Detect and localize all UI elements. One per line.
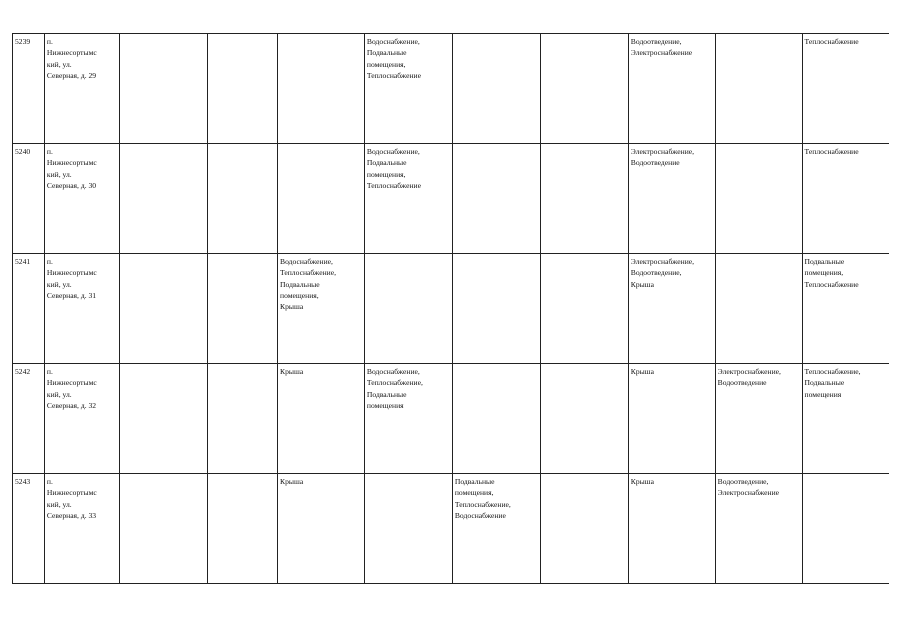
cell-text-line: Водоснабжение, xyxy=(366,147,420,156)
address-cell xyxy=(44,474,119,584)
cell-text-line: п. xyxy=(46,37,53,46)
cell-text-line: Северная, д. 33 xyxy=(46,510,97,520)
cell-text-line: Теплоснабжение xyxy=(366,180,421,190)
table-row xyxy=(13,34,890,144)
table-cell xyxy=(628,474,715,584)
cell-text-line: кий, ул. xyxy=(46,389,72,399)
table-cell xyxy=(802,254,889,364)
table-cell xyxy=(364,34,452,144)
row-number-cell: 5241 xyxy=(13,254,45,364)
table-cell xyxy=(119,364,207,474)
cell-text-line: помещения, xyxy=(280,290,319,300)
cell-text-line: Подвальные xyxy=(804,378,845,388)
row-number-cell: 5242 xyxy=(13,364,45,474)
cell-text-line: Нижнесортымс xyxy=(46,488,97,498)
table-cell xyxy=(119,254,207,364)
table-cell xyxy=(119,34,207,144)
table-cell xyxy=(207,474,277,584)
cell-text-line: Подвальные xyxy=(804,257,845,266)
cell-text-line: Нижнесортымс xyxy=(46,48,97,58)
cell-text-line: п. xyxy=(46,367,53,376)
table-cell xyxy=(119,144,207,254)
table-cell xyxy=(628,364,715,474)
address-cell xyxy=(44,144,119,254)
cell-text-line: Северная, д. 32 xyxy=(46,400,97,410)
table-cell xyxy=(715,364,802,474)
address-cell xyxy=(44,34,119,144)
repair-schedule-table xyxy=(12,33,889,584)
address-cell xyxy=(44,254,119,364)
cell-text-line: помещения, xyxy=(804,268,844,278)
table-cell xyxy=(364,474,452,584)
cell-text-line: Крыша xyxy=(630,279,654,289)
cell-text-line: Северная, д. 29 xyxy=(46,70,97,80)
table-cell xyxy=(207,34,277,144)
table-cell xyxy=(452,34,540,144)
table-cell xyxy=(364,364,452,474)
table-cell xyxy=(628,34,715,144)
cell-text-line: Подвальные xyxy=(366,389,407,399)
cell-text-line: Крыша xyxy=(630,477,654,486)
table-cell xyxy=(207,364,277,474)
cell-text-line: Электроснабжение, xyxy=(630,147,695,156)
cell-text-line: Теплоснабжение xyxy=(804,279,859,289)
table-cell xyxy=(802,364,889,474)
cell-text-line: Крыша xyxy=(280,302,304,312)
cell-text-line: Подвальные xyxy=(366,48,407,58)
cell-text-line: помещения xyxy=(366,400,404,410)
cell-text-line: Нижнесортымс xyxy=(46,158,97,168)
table-row xyxy=(13,144,890,254)
table-cell xyxy=(452,474,540,584)
table-cell xyxy=(452,364,540,474)
table-cell xyxy=(540,254,628,364)
address-cell xyxy=(44,364,119,474)
table-cell xyxy=(452,254,540,364)
table-cell xyxy=(715,144,802,254)
cell-text-line: Водоснабжение, xyxy=(366,37,420,46)
table-cell xyxy=(540,34,628,144)
table-cell xyxy=(364,144,452,254)
table-cell xyxy=(715,474,802,584)
table-body xyxy=(13,34,890,584)
cell-text-line: Водоотведение, xyxy=(717,477,769,486)
cell-text-line: Крыша xyxy=(630,367,654,376)
table-cell xyxy=(715,34,802,144)
cell-text-line: Крыша xyxy=(280,477,304,486)
cell-text-line: Подвальные xyxy=(280,279,320,289)
table-cell xyxy=(715,254,802,364)
table-cell xyxy=(278,34,365,144)
cell-text-line: Теплоснабжение xyxy=(804,147,859,156)
row-number-cell: 5240 xyxy=(13,144,45,254)
cell-text-line: Теплоснабжение, xyxy=(804,367,861,376)
table-row xyxy=(13,474,890,584)
cell-text-line: Водоотведение xyxy=(717,378,767,388)
table-cell xyxy=(540,144,628,254)
table-cell xyxy=(364,254,452,364)
cell-text-line: Подвальные xyxy=(366,158,407,168)
cell-text-line: Водоотведение, xyxy=(630,268,682,278)
table-row xyxy=(13,254,890,364)
cell-text-line: Нижнесортымс xyxy=(46,378,97,388)
cell-text-line: кий, ул. xyxy=(46,59,72,69)
table-cell xyxy=(207,254,277,364)
table-cell xyxy=(540,364,628,474)
row-number-cell: 5243 xyxy=(13,474,45,584)
cell-text-line: п. xyxy=(46,257,53,266)
cell-text-line: Теплоснабжение, xyxy=(366,378,423,388)
cell-text-line: Электроснабжение xyxy=(630,48,693,58)
table-cell xyxy=(452,144,540,254)
table-cell xyxy=(278,144,365,254)
cell-text-line: п. xyxy=(46,477,53,486)
cell-text-line: помещения xyxy=(804,389,842,399)
table-cell xyxy=(278,474,365,584)
cell-text-line: Электроснабжение, xyxy=(717,367,781,376)
table-cell xyxy=(802,474,889,584)
table-cell xyxy=(802,144,889,254)
cell-text-line: Электроснабжение xyxy=(717,488,780,498)
cell-text-line: Крыша xyxy=(280,367,304,376)
cell-text-line: Электроснабжение, xyxy=(630,257,695,266)
cell-text-line: кий, ул. xyxy=(46,169,72,179)
cell-text-line: помещения, xyxy=(454,488,494,498)
cell-text-line: Северная, д. 30 xyxy=(46,180,97,190)
cell-text-line: кий, ул. xyxy=(46,279,72,289)
cell-text-line: помещения, xyxy=(366,59,406,69)
table-cell xyxy=(628,144,715,254)
cell-text-line: Водоснабжение, xyxy=(280,257,333,266)
cell-text-line: Подвальные xyxy=(454,477,495,486)
table-cell xyxy=(278,254,365,364)
cell-text-line: Теплоснабжение, xyxy=(454,499,511,509)
table-cell xyxy=(278,364,365,474)
cell-text-line: Водоотведение, xyxy=(630,37,682,46)
cell-text-line: Теплоснабжение, xyxy=(280,268,336,278)
table-cell xyxy=(802,34,889,144)
table-cell xyxy=(119,474,207,584)
cell-text-line: Северная, д. 31 xyxy=(46,290,97,300)
cell-text-line: п. xyxy=(46,147,53,156)
row-number-cell: 5239 xyxy=(13,34,45,144)
cell-text-line: Теплоснабжение xyxy=(366,70,421,80)
cell-text-line: Теплоснабжение xyxy=(804,37,859,46)
cell-text-line: Водоснабжение xyxy=(454,510,506,520)
table-cell xyxy=(207,144,277,254)
cell-text-line: Водоснабжение, xyxy=(366,367,420,376)
cell-text-line: кий, ул. xyxy=(46,499,72,509)
cell-text-line: Нижнесортымс xyxy=(46,268,97,278)
table-cell xyxy=(628,254,715,364)
cell-text-line: Водоотведение xyxy=(630,158,680,168)
table-row xyxy=(13,364,890,474)
table-cell xyxy=(540,474,628,584)
cell-text-line: помещения, xyxy=(366,169,406,179)
